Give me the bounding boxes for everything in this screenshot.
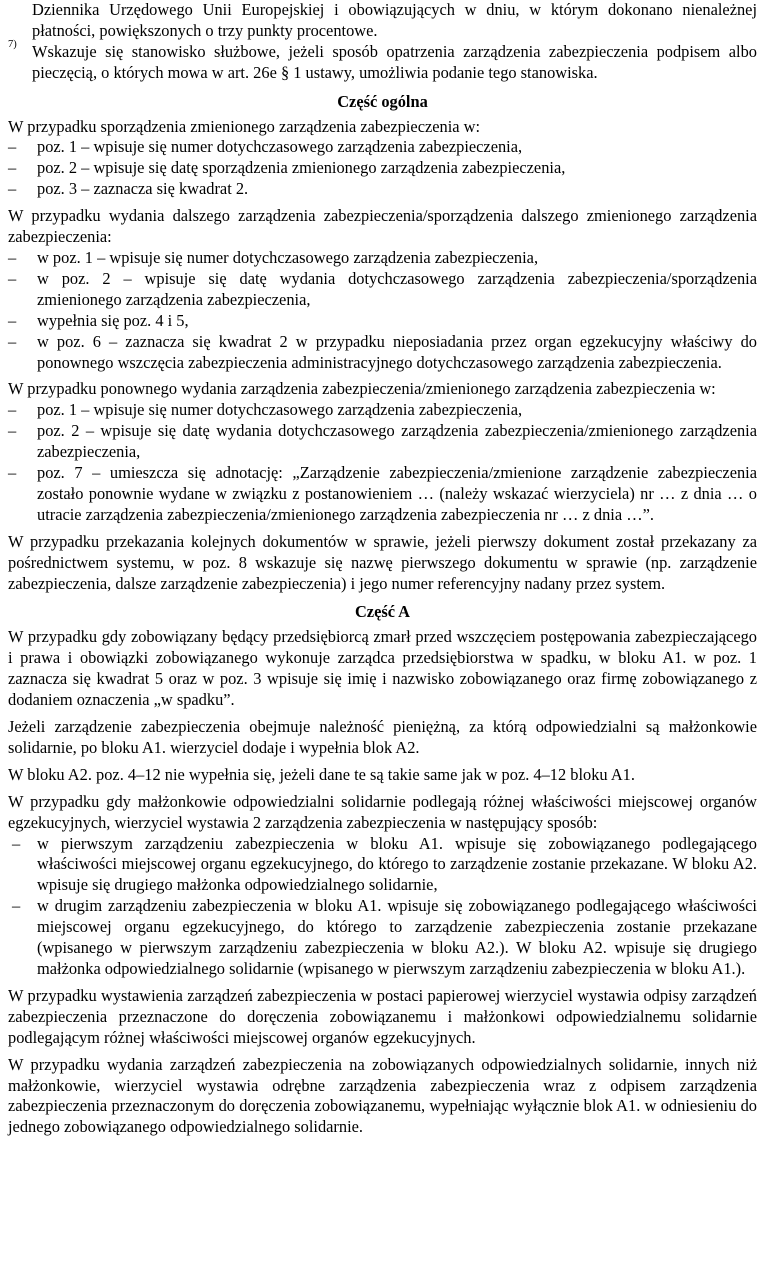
list-item-text: poz. 7 – umieszcza się adnotację: „Zarządzenie zabezpieczenia/zmienione zarządzenie zabezpieczenia zostało ponownie wydane w związku z postanowieniem … (należy wskazać wierzyciela) nr … z dnia … o utracie zarządzenia zabezpieczenia/zmienionego zarządzenia zabezpieczenia nr … z dnia …”. xyxy=(37,463,757,524)
footnote-7 xyxy=(8,38,757,84)
dash-mark: – xyxy=(8,310,17,330)
dash-list xyxy=(8,248,757,373)
list-item xyxy=(8,311,757,332)
dash-mark: – xyxy=(12,896,21,916)
list-item-text: poz. 1 – wpisuje się numer dotychczasowego zarządzenia zabezpieczenia, xyxy=(37,137,523,157)
dash-mark: – xyxy=(8,463,17,483)
list-item xyxy=(8,248,757,269)
list-item xyxy=(8,332,757,374)
dash-mark: – xyxy=(8,331,17,351)
paragraph: Jeżeli zarządzenie zabezpieczenia obejmuje należność pieniężną, za którą odpowiedzialni są małżonkowie solidarnie, po bloku A1. wierzyciel dodaje i wypełnia blok A2. xyxy=(8,717,757,757)
list-item-text: poz. 1 – wpisuje się numer dotychczasowego zarządzenia zabezpieczenia, xyxy=(37,400,523,420)
paragraph: W przypadku wystawienia zarządzeń zabezpieczenia w postaci papierowej wierzyciel wystawia odpisy zarządzeń zabezpieczenia przeznaczone do doręczenia zobowiązanemu i małżonkowi odpowiedzialnemu solidarnie podlegającym różnej właściwości miejscowej organów egzekucyjnych. xyxy=(8,985,757,1047)
footnote-marker: 7) xyxy=(8,38,17,50)
list-item-text: w pierwszym zarządzeniu zabezpieczenia w bloku A1. wpisuje się zobowiązanego podlegającego właściwości miejscowej organu egzekucyjnego, do którego to zarządzenie zostanie przekazane. W bloku A2. wpisuje się drugiego małżonka odpowiedzialnego solidarnie, xyxy=(37,833,757,895)
list-item-text: w poz. 2 – wpisuje się datę wydania dotychczasowego zarządzenia zabezpieczenia/sporządzenia zmienionego zarządzenia zabezpieczenia, xyxy=(37,268,757,309)
dash-mark: – xyxy=(8,137,17,157)
list-item xyxy=(8,834,757,897)
dash-mark: – xyxy=(8,400,17,420)
list-item xyxy=(8,421,757,463)
paragraph: W przypadku gdy małżonkowie odpowiedzialni solidarnie podlegają różnej właściwości miejscowej organów egzekucyjnych, wierzyciel wystawia 2 zarządzenia zabezpieczenia w następujący sposób: xyxy=(8,791,757,832)
list-item xyxy=(8,269,757,311)
dash-mark: – xyxy=(8,268,17,288)
list-item-text: wypełnia się poz. 4 i 5, xyxy=(37,310,189,330)
list-item xyxy=(8,158,757,179)
dash-list xyxy=(8,400,757,525)
dash-list xyxy=(8,834,757,980)
list-item-text: w poz. 6 – zaznacza się kwadrat 2 w przypadku nieposiadania przez organ egzekucyjny właściwy do ponownego wszczęcia zabezpieczenia administracyjnego dotychczasowego zarządzenia zabezpieczenia. xyxy=(37,331,757,372)
list-item-text: w drugim zarządzeniu zabezpieczenia w bloku A1. wpisuje się zobowiązanego podlegającego właściwości miejscowej organu egzekucyjnego, do którego to zarządzenie zabezpieczenia zostanie przekazane (wpisanego w pierwszym zarządzeniu zabezpieczenia w bloku A2.). W bloku A2. wpisuje się drugiego małżonka odpowiedzialnego solidarnie (wpisanego w pierwszym zarządzeniu zabezpieczenia w bloku A1.). xyxy=(37,896,757,978)
section-heading-part-a: Część A xyxy=(354,602,411,622)
paragraph: W bloku A2. poz. 4–12 nie wypełnia się, jeżeli dane te są takie same jak w poz. 4–12 bloku A1. xyxy=(8,764,635,784)
paragraph: W przypadku ponownego wydania zarządzenia zabezpieczenia/zmienionego zarządzenia zabezpieczenia w: xyxy=(8,379,716,399)
dash-mark: – xyxy=(8,421,17,441)
list-item xyxy=(8,400,757,421)
dash-mark: – xyxy=(8,158,17,178)
paragraph: W przypadku przekazania kolejnych dokumentów w sprawie, jeżeli pierwszy dokument został przekazany za pośrednictwem systemu, w poz. 8 wskazuje się nazwę pierwszego dokumentu w sprawie (np. zarządzenie zabezpieczenia, dalsze zarządzenie zabezpieczenia) i jego numer referencyjny nadany przez system. xyxy=(8,531,757,593)
footnote-continuation: Dziennika Urzędowego Unii Europejskiej i obowiązujących w dniu, w którym dokonano nienależnej płatności, powiększonych o trzy punkty procentowe. xyxy=(32,0,757,40)
list-item xyxy=(8,137,757,158)
dash-mark: – xyxy=(8,247,17,267)
list-item-text: poz. 2 – wpisuje się datę sporządzenia zmienionego zarządzenia zabezpieczenia, xyxy=(37,158,566,178)
list-item-text: w poz. 1 – wpisuje się numer dotychczasowego zarządzenia zabezpieczenia, xyxy=(37,247,539,267)
paragraph: W przypadku gdy zobowiązany będący przedsiębiorcą zmarł przed wszczęciem postępowania zabezpieczającego i prawa i obowiązki zobowiązanego wykonuje zarządca przedsiębiorstwa w spadku, w bloku A1. w poz. 1 zaznacza się kwadrat 5 oraz w poz. 3 wpisuje się imię i nazwisko zobowiązanego oraz firmę zobowiązanego z dodaniem oznaczenia „w spadku”. xyxy=(8,627,757,710)
section-heading-general: Część ogólna xyxy=(337,91,428,111)
paragraph: W przypadku sporządzenia zmienionego zarządzenia zabezpieczenia w: xyxy=(8,116,481,136)
list-item xyxy=(8,896,757,980)
paragraph: W przypadku wydania dalszego zarządzenia zabezpieczenia/sporządzenia dalszego zmienionego zarządzenia zabezpieczenia: xyxy=(8,206,757,247)
list-item xyxy=(8,179,757,200)
dash-list xyxy=(8,137,757,200)
list-item xyxy=(8,463,757,526)
list-item-text: poz. 2 – wpisuje się datę wydania dotychczasowego zarządzenia zabezpieczenia/zmienionego zarządzenia zabezpieczenia, xyxy=(37,421,757,462)
dash-mark: – xyxy=(12,833,21,853)
list-item-text: poz. 3 – zaznacza się kwadrat 2. xyxy=(37,179,249,199)
footnote-text: Wskazuje się stanowisko służbowe, jeżeli sposób opatrzenia zarządzenia zabezpieczenia podpisem albo pieczęcią, o których mowa w art. 26e § 1 ustawy, umożliwia podanie tego stanowiska. xyxy=(32,41,757,82)
dash-mark: – xyxy=(8,179,17,199)
paragraph: W przypadku wydania zarządzeń zabezpieczenia na zobowiązanych odpowiedzialnych solidarnie, innych niż małżonkowie, wierzyciel wystawia odrębne zarządzenia zabezpieczenia wraz z odpisem zarządzenia zabezpieczenia przeznaczonym do doręczenia zobowiązanemu, wypełniając wyłącznie blok A1. w odniesieniu do jednego zobowiązanego odpowiedzialnego solidarnie. xyxy=(8,1054,757,1137)
